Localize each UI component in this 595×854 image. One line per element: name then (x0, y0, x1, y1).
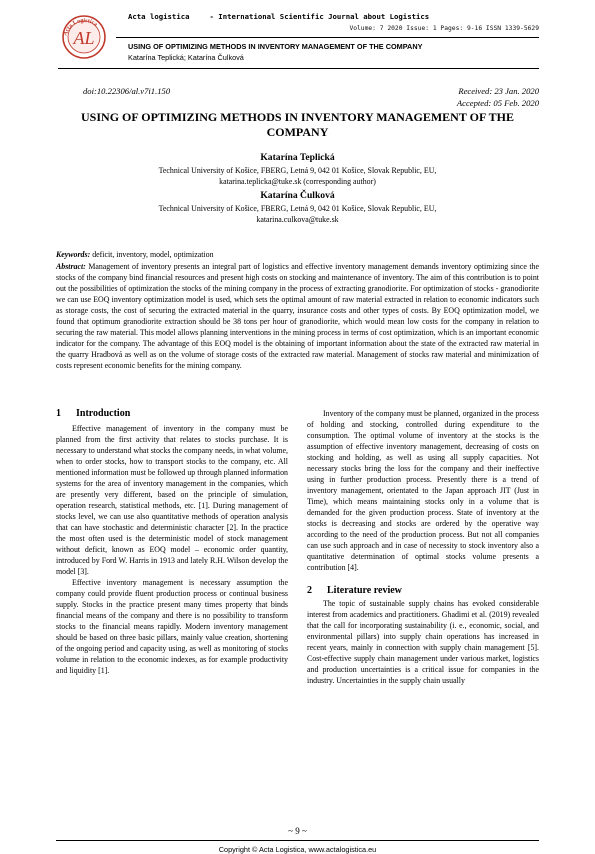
author-affiliation (56, 203, 539, 225)
section-title: Introduction (76, 408, 131, 419)
keywords (56, 250, 539, 259)
abstract-text: Management of inventory presents an integral part of logistics and effective inventory management demands inventory optimizing since the stocks of the company bind financial resources and present high costs on stocking and maintenance of inventory. The aim of this contribution is to point out the possibilities of optimization the stocks of the mining company in the process of extracting granodiorite. For optimization of stocks - granodiorite we can use EOQ inventory optimization model is used, which sets the optimal amount of raw material extracted in relation to economic indicators such as storage costs, the cost of securing the extracted material in the quarry, insurance costs and other types of costs. By EOQ optimization model, we found that optimum granodiorite extraction should be 38 tons per hour of granodiorite, which would mean low costs for the company in relation to securing the raw material. This model allows planning interventions in the mining process in terms of cost optimization, which is an important economic indicator for the company. The advantage of this EOQ model is the obtaining of important information about the state of the extracted raw material in the quarry Hradbová as well as on the volume of storage costs of the extracted raw material. Management of stocks raw material and minimization of costs represent economic benefits for the mining company. (56, 262, 539, 370)
section-title: Literature review (327, 585, 402, 596)
author-email[interactable]: katarina.teplicka@tuke.sk (corresponding author) (219, 177, 376, 186)
paragraph: Effective inventory management is necessary assumption the company could provide fluent production process or continual business supply. Stocks in the practice present many times property that binds financial means of the company and there is no possibility to transform stocks to the financial means rapidly. Modern inventory management should be based on three basic pillars, mainly value creation, shortening of the ongoing period and capacity using, as well as monitoring of stocks volume in relation to the economic indexes, as for example productivity and liquidity [1]. (56, 578, 288, 675)
journal-name: Acta logistica (128, 12, 190, 21)
running-authors: Katarína Teplická; Katarína Čulková (128, 53, 244, 62)
copyright-footer: Copyright © Acta Logistica, www.actalogistica.eu (218, 845, 377, 854)
journal-logo (58, 10, 110, 62)
abstract (56, 261, 539, 371)
paragraph: Inventory of the company must be planned, organized in the process of holding and stocking, controlled during expenditure to the consumption. The optimal volume of inventory at the stocks is the assumption of effective inventory management, decreasing of costs on stocking and holding, as well as using all supply capacities. Not necessary stocks bring the loss for the company and their ineffective using in further production process. Presently there is a trend of inventory management, orientated to the Japan approach JIT (Just in Time), which means maintaining stocks only in a volume that is demanded for the given production process. State of inventory at the stocks is decreasing and stocks are ordered by the operative way according to the need of the production process. But not all companies can use such approach and in case of necessity to stock inventory also a quantitative determination of optimal stocks volume presents a contribution [4]. (307, 409, 539, 572)
footer-rule (56, 840, 539, 841)
section-heading (307, 585, 539, 596)
running-title: USING OF OPTIMIZING METHODS IN INVENTORY MANAGEMENT OF THE COMPANY (128, 42, 423, 51)
keywords-text: deficit, inventory, model, optimization (92, 250, 214, 259)
volume-info: Volume: 7 2020 Issue: 1 Pages: 9-16 ISSN 1339-5629 (349, 25, 539, 32)
author-name: Katarína Teplická (260, 152, 335, 163)
paragraph: Effective management of inventory in the company must be planned from the first activity that relates to stocks purchase. It is necessary to understand what stocks the company needs, in what volume, when to order stocks, how to transport stocks to the company, etc. All mentioned information must be followed up through planned information systems for the area of inventory management in the companies, which are presently very different, based on the principle of simulation, operation research, statistical methods, etc. [1]. During management of stocks level, we can use also quantitative methods of operation analysis that can have stochastic and deterministic character [2]. In the practice the most often used is the deterministic model of stock management without deficit, known as EOQ model – economic order quantity, introduced by Ford W. Harris in 1913 and lately R.H. Wilson develop the model [3]. (56, 424, 288, 576)
journal-header (128, 12, 429, 21)
section-number: 2 (307, 585, 312, 596)
header-rule-bottom (58, 68, 539, 69)
accepted-date: Accepted: 05 Feb. 2020 (456, 98, 539, 108)
author-email[interactable]: katarina.culkova@tuke.sk (256, 215, 339, 224)
doi-link[interactable]: doi:10.22306/al.v7i1.150 (83, 86, 171, 96)
received-date: Received: 23 Jan. 2020 (458, 86, 539, 96)
journal-subtitle: - International Scientific Journal about Logistics (209, 12, 430, 21)
right-column (307, 408, 539, 686)
submission-dates (457, 85, 539, 109)
page-number: ~ 9 ~ (288, 826, 307, 836)
left-column (56, 408, 288, 676)
affiliation-text: Technical University of Košice, FBERG, Letná 9, 042 01 Košice, Slovak Republic, EU, (158, 204, 437, 213)
logo-ring-text: Acta Logistica (62, 17, 99, 37)
affiliation-text: Technical University of Košice, FBERG, Letná 9, 042 01 Košice, Slovak Republic, EU, (158, 166, 437, 175)
paper-title: USING OF OPTIMIZING METHODS IN INVENTORY MANAGEMENT OF THE COMPANY (81, 110, 514, 139)
author-name: Katarína Čulková (260, 190, 335, 201)
section-number: 1 (56, 408, 61, 419)
paragraph: The topic of sustainable supply chains has evoked considerable interest from academics and practitioners. Ghadimi et al. (2019) revealed that the call for incorporating sustainability (i. e., economic, social, and environmental pillars) into supply chain operations has increased in recent years, mainly in connection with supply chain management [5]. Cost-effective supply chain management under various market, logistics and production uncertainties is a critical issue for companies in the industry. Uncertainties in the supply chain usually (307, 599, 539, 685)
author-affiliation (56, 165, 539, 187)
logo-letters: AL (73, 28, 95, 48)
section-heading (56, 408, 288, 419)
abstract-label: Abstract: (56, 262, 86, 271)
keywords-label: Keywords: (56, 250, 91, 259)
header-rule-top (116, 37, 539, 38)
